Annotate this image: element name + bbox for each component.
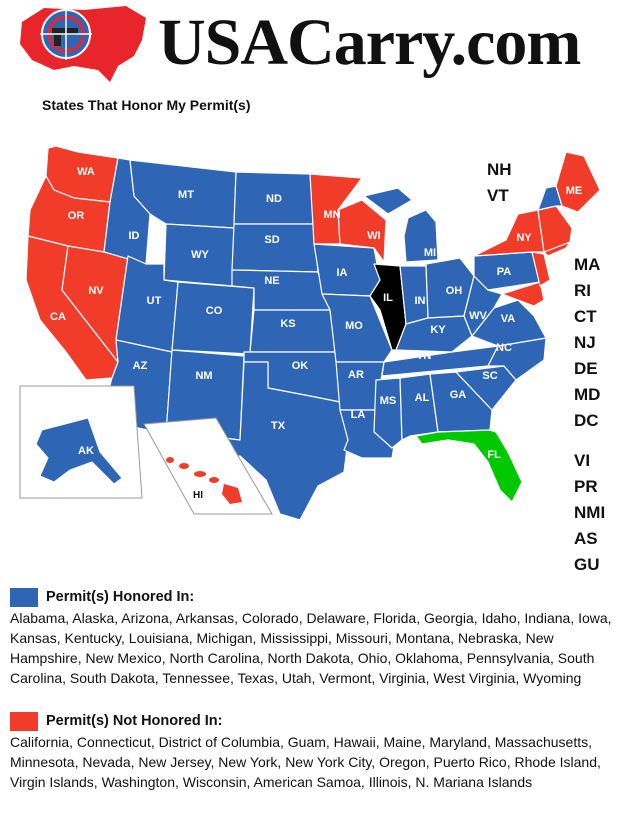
label-ks: KS xyxy=(280,318,296,330)
side-labels-top xyxy=(487,157,512,209)
label-ak: AK xyxy=(78,445,94,457)
state-sd[interactable] xyxy=(232,224,318,272)
label-ia: IA xyxy=(336,267,348,279)
side-label-ri: RI xyxy=(574,281,591,300)
label-co: CO xyxy=(205,305,223,317)
label-la: LA xyxy=(350,409,366,421)
brand-title: USACarry.com xyxy=(158,6,581,79)
side-label-ma: MA xyxy=(574,255,601,274)
side-label-dc: DC xyxy=(574,411,599,430)
label-tn: TN xyxy=(416,350,432,362)
label-hi: HI xyxy=(193,490,203,501)
label-or: OR xyxy=(67,210,85,222)
side-label-ct: CT xyxy=(574,307,597,326)
state-me[interactable] xyxy=(556,152,600,212)
side-label-de: DE xyxy=(574,359,598,378)
not-honored-title: Permit(s) Not Honored In: xyxy=(46,713,223,729)
side-label-nmi: NMI xyxy=(574,503,606,522)
not-honored-list: California, Connecticut, District of Columbia, Guam, Hawaii, Maine, Maryland, Massachusetts, Minnesota, Nevada, New Jersey, New York, New York City, Oregon, Puerto Rico, Rhode Island, Virgin Islands, Washington, Wisconsin, American Samoa, Illinois, N. Mariana Islands xyxy=(10,734,601,790)
honored-swatch xyxy=(10,588,38,607)
legend-honored xyxy=(10,586,620,688)
side-label-nh: NH xyxy=(487,160,512,179)
label-ny: NY xyxy=(516,232,532,244)
label-ga: GA xyxy=(449,389,467,401)
label-fl: FL xyxy=(487,449,501,461)
label-id: ID xyxy=(128,230,140,242)
state-fl[interactable] xyxy=(416,430,522,502)
label-mn: MN xyxy=(323,209,341,221)
side-label-vi: VI xyxy=(574,451,591,470)
label-va: VA xyxy=(500,313,516,325)
side-label-md: MD xyxy=(574,385,601,404)
label-nd: ND xyxy=(266,193,282,205)
us-permit-map xyxy=(18,140,628,580)
label-wa: WA xyxy=(77,166,95,178)
side-label-as: AS xyxy=(574,529,598,548)
label-ky: KY xyxy=(430,324,446,336)
side-labels-bottom xyxy=(574,448,605,578)
label-mi: MI xyxy=(423,247,437,259)
side-label-pr: PR xyxy=(574,477,598,496)
label-ms: MS xyxy=(379,395,397,407)
label-il: IL xyxy=(383,292,393,304)
label-az: AZ xyxy=(132,360,148,372)
label-oh: OH xyxy=(445,285,463,297)
usacarry-logo xyxy=(14,0,154,90)
honored-list: Alabama, Alaska, Arizona, Arkansas, Colorado, Delaware, Florida, Georgia, Idaho, Indiana, Iowa, Kansas, Kentucky, Louisiana, Michigan, Mississippi, Missouri, Montana, Nebraska, New Hampshire, New Mexico, North Carolina, North Dakota, Ohio, Oklahoma, Pennsylvania, South Carolina, South Dakota, Tennessee, Texas, Utah, Vermont, Virginia, West Virginia, Wyoming xyxy=(10,610,612,686)
state-ks[interactable] xyxy=(250,310,336,352)
label-ut: UT xyxy=(146,295,162,307)
label-wi: WI xyxy=(367,230,381,242)
label-nm: NM xyxy=(195,370,213,382)
label-pa: PA xyxy=(496,266,512,278)
label-me: ME xyxy=(565,185,583,197)
label-wv: WV xyxy=(469,310,487,322)
label-tx: TX xyxy=(270,420,286,432)
side-labels-mid xyxy=(574,252,600,434)
legend-not-honored xyxy=(10,710,620,792)
label-nv: NV xyxy=(88,285,104,297)
label-ar: AR xyxy=(348,369,364,381)
label-al: AL xyxy=(414,392,430,404)
label-ok: OK xyxy=(291,360,309,372)
not-honored-swatch xyxy=(10,712,38,731)
label-wy: WY xyxy=(191,249,209,261)
label-ne: NE xyxy=(264,275,280,287)
label-sc: SC xyxy=(482,370,498,382)
side-label-gu: GU xyxy=(574,555,600,574)
side-label-nj: NJ xyxy=(574,333,596,352)
state-co[interactable] xyxy=(172,282,254,354)
label-mt: MT xyxy=(178,189,194,201)
label-sd: SD xyxy=(264,234,280,246)
label-nc: NC xyxy=(496,342,512,354)
map-subtitle: States That Honor My Permit(s) xyxy=(42,97,251,113)
label-mo: MO xyxy=(345,320,363,332)
label-in: IN xyxy=(414,295,426,307)
side-label-vt: VT xyxy=(487,186,509,205)
label-ca: CA xyxy=(50,311,66,323)
honored-title: Permit(s) Honored In: xyxy=(46,589,195,605)
